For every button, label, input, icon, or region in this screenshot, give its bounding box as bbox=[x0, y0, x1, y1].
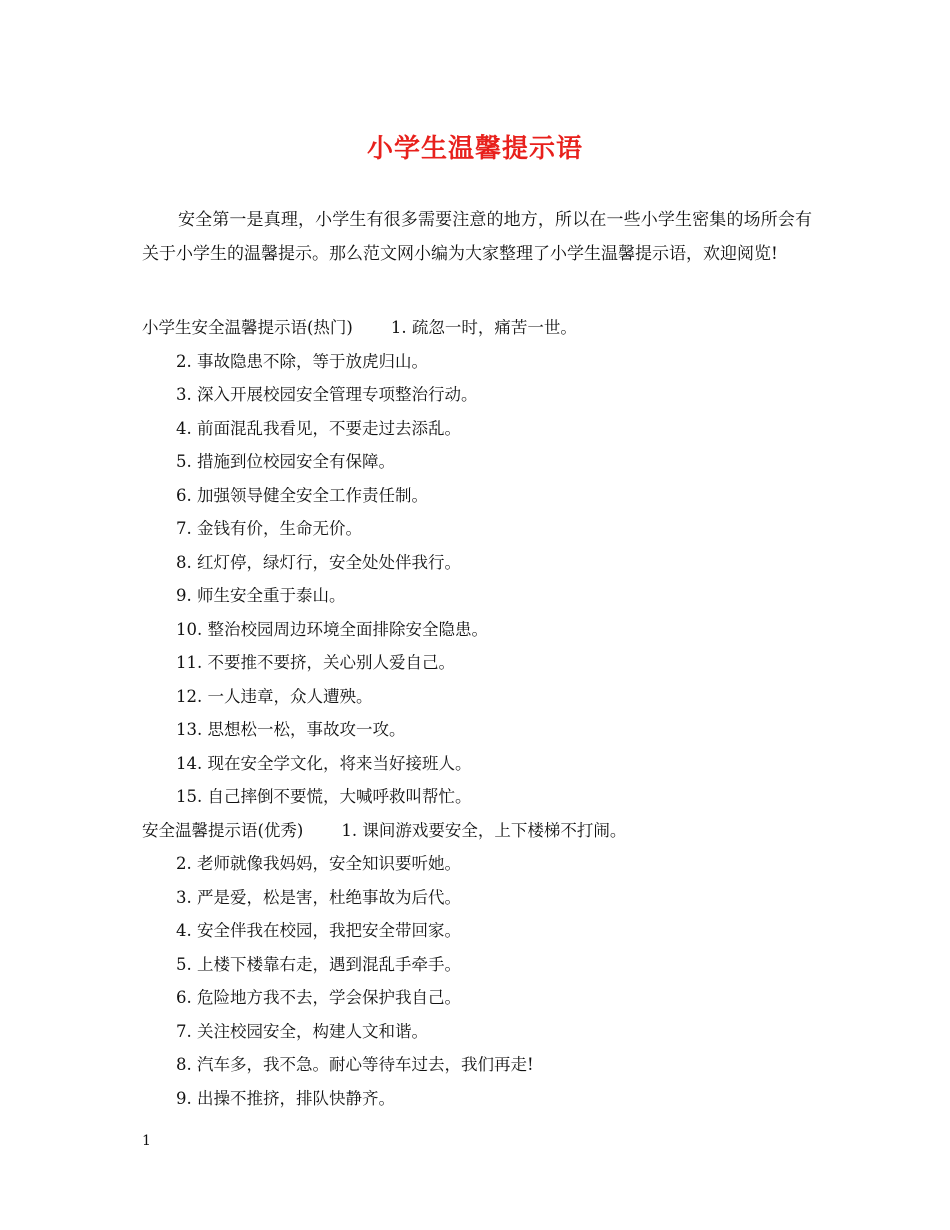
list-item: 12. 一人违章，众人遭殃。 bbox=[176, 686, 373, 706]
list-item: 13. 思想松一松，事故攻一攻。 bbox=[176, 720, 406, 739]
list-item: 8. 汽车多，我不急。耐心等待车过去，我们再走! bbox=[176, 1055, 534, 1074]
list-item: 3. 深入开展校园安全管理专项整治行动。 bbox=[176, 385, 478, 404]
list-item: 1. 疏忽一时，痛苦一世。 bbox=[390, 318, 577, 337]
list-item: 7. 金钱有价，生命无价。 bbox=[176, 519, 362, 538]
section-heading: 安全温馨提示语(优秀) bbox=[142, 820, 304, 840]
list-item: 11. 不要推不要挤，关心别人爱自己。 bbox=[176, 653, 455, 672]
list-item: 5. 上楼下楼靠右走，遇到混乱手牵手。 bbox=[176, 954, 461, 974]
list-item: 14. 现在安全学文化，将来当好接班人。 bbox=[176, 753, 472, 773]
list-item: 9. 师生安全重于泰山。 bbox=[176, 586, 346, 605]
section-heading-line bbox=[142, 311, 822, 345]
list-item: 10. 整治校园周边环境全面排除安全隐患。 bbox=[176, 619, 488, 639]
section-heading: 小学生安全温馨提示语(热门) bbox=[142, 318, 353, 337]
section-heading-line bbox=[142, 814, 822, 848]
list-item: 4. 前面混乱我看见，不要走过去添乱。 bbox=[176, 418, 461, 438]
page-number: 1 bbox=[142, 1133, 151, 1149]
intro-paragraph: 安全第一是真理，小学生有很多需要注意的地方，所以在一些小学生密集的场所会有关于小学生的温馨提示。那么范文网小编为大家整理了小学生温馨提示语，欢迎阅览! bbox=[142, 210, 812, 264]
list-item: 6. 加强领导健全安全工作责任制。 bbox=[176, 485, 428, 505]
list-item: 4. 安全伴我在校园，我把安全带回家。 bbox=[176, 921, 461, 940]
list-item: 8. 红灯停，绿灯行，安全处处伴我行。 bbox=[176, 552, 461, 572]
list-item: 2. 老师就像我妈妈，安全知识要听她。 bbox=[176, 854, 461, 873]
list-item: 5. 措施到位校园安全有保障。 bbox=[176, 452, 395, 471]
list-item: 1. 课间游戏要安全，上下楼梯不打闹。 bbox=[341, 820, 627, 840]
list-item: 3. 严是爱，松是害，杜绝事故为后代。 bbox=[176, 887, 461, 907]
list-item: 15. 自己摔倒不要慌，大喊呼救叫帮忙。 bbox=[176, 787, 472, 806]
tips-list bbox=[142, 311, 822, 1115]
page-title: 小学生温馨提示语 bbox=[366, 134, 583, 164]
list-item: 2. 事故隐患不除，等于放虎归山。 bbox=[176, 351, 428, 371]
list-item: 6. 危险地方我不去，学会保护我自己。 bbox=[176, 988, 461, 1007]
list-item: 7. 关注校园安全，构建人文和谐。 bbox=[176, 1021, 428, 1041]
list-item: 9. 出操不推挤，排队快静齐。 bbox=[176, 1088, 395, 1108]
